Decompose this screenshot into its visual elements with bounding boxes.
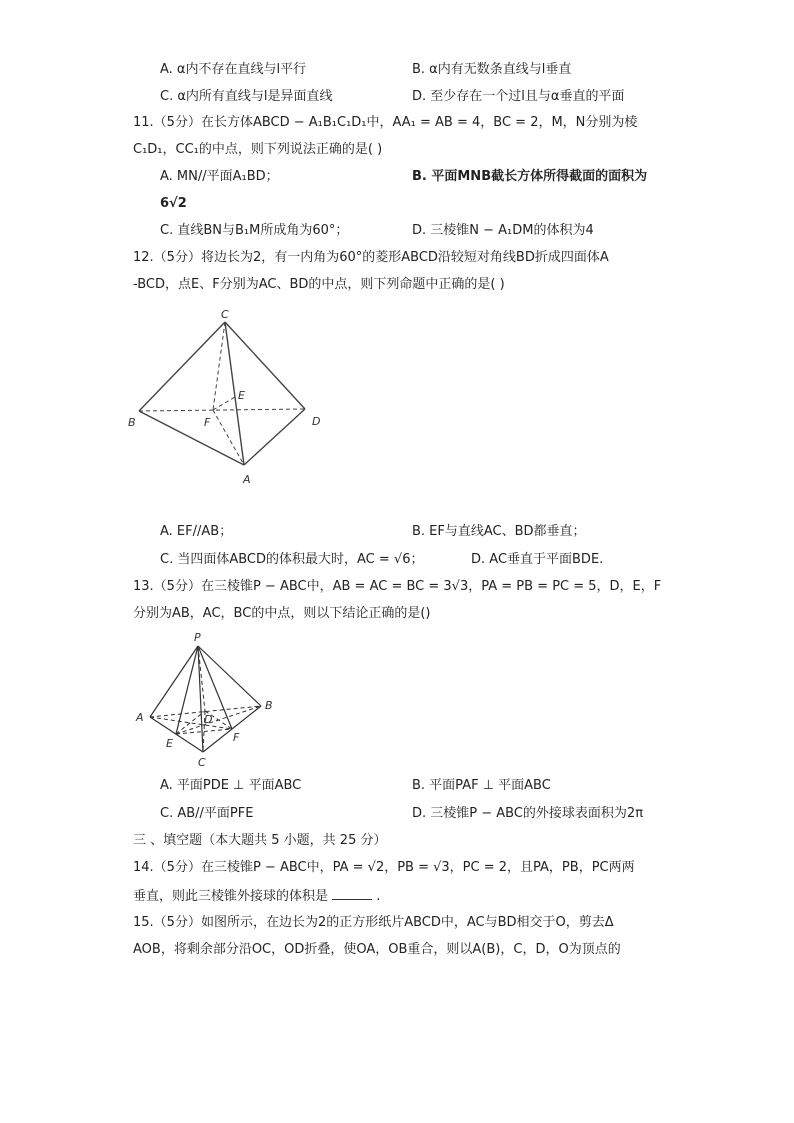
q11-option-b: B. 平面MNB截长方体所得截面的面积为 <box>412 169 648 184</box>
q10-option-a: A. α内不存在直线与l平行 <box>160 62 307 77</box>
q13-option-d: D. 三棱锥P − ABC的外接球表面积为2π <box>412 806 644 821</box>
label-a: A <box>136 711 144 724</box>
label-c: C <box>221 308 229 321</box>
q14-line2 <box>133 887 380 906</box>
q14-line2-end: . <box>376 889 381 904</box>
q15-line1: 15.（5分）如图所示，在边长为2的正方形纸片ABCD中，AC与BD相交于O，剪去Δ <box>133 915 614 930</box>
label-e: E <box>166 737 173 750</box>
label-b: B <box>265 699 273 712</box>
q11-stem-line2: C₁D₁，CC₁的中点，则下列说法正确的是( ) <box>133 142 383 157</box>
edge-cb <box>139 322 225 411</box>
q14-line1: 14.（5分）在三棱锥P − ABC中，PA = √2，PB = √3，PC = 2，且PA，PB，PC两两 <box>133 860 635 875</box>
q10-option-c: C. α内所有直线与l是异面直线 <box>160 89 333 104</box>
q13-pyramid-figure <box>130 628 280 768</box>
q12-stem-line2: -BCD，点E、F分别为AC、BD的中点，则下列命题中正确的是( ) <box>133 277 505 292</box>
label-d: D <box>204 713 213 726</box>
edge-cd <box>225 322 305 409</box>
section-heading: 三 、填空题（本大题共 5 小题，共 25 分） <box>133 833 387 848</box>
edge-pc <box>198 646 203 752</box>
q12-option-d: D. AC垂直于平面BDE. <box>471 552 604 567</box>
q15-line2: AOB，将剩余部分沿OC，OD折叠，使OA，OB重合，则以A(B)，C，D，O为顶点的 <box>133 942 621 957</box>
q11-option-c: C. 直线BN与B₁M所成角为60°； <box>160 223 349 238</box>
label-d: D <box>312 415 321 428</box>
q13-stem-line2: 分别为AB，AC，BC的中点，则以下结论正确的是() <box>133 606 431 621</box>
q12-option-a: A. EF//AB； <box>160 524 233 539</box>
q10-option-d: D. 至少存在一个过l且与α垂直的平面 <box>412 89 625 104</box>
edge-pb <box>198 646 261 706</box>
edge-pa <box>150 646 198 717</box>
segment-cf-hidden <box>213 322 225 410</box>
label-b: B <box>128 416 136 429</box>
q14-answer-blank[interactable] <box>332 887 372 900</box>
q12-tetrahedron-figure <box>125 302 340 497</box>
edge-bd-hidden <box>139 409 305 411</box>
q13-option-a: A. 平面PDE ⊥ 平面ABC <box>160 778 302 793</box>
q12-option-b: B. EF与直线AC、BD都垂直； <box>412 524 586 539</box>
q11-option-a: A. MN//平面A₁BD； <box>160 169 279 184</box>
q14-line2-text: 垂直，则此三棱锥外接球的体积是 <box>133 889 329 904</box>
label-e: E <box>238 389 245 402</box>
segment-af-hidden <box>150 717 232 729</box>
q10-option-b: B. α内有无数条直线与l垂直 <box>412 62 572 77</box>
edge-ac <box>150 717 203 752</box>
label-f: F <box>233 731 240 744</box>
q12-stem-line1: 12.（5分）将边长为2，有一内角为60°的菱形ABCD沿较短对角线BD折成四面体A <box>133 250 609 265</box>
label-f: F <box>204 416 211 429</box>
edge-da <box>244 409 305 465</box>
q11-option-d: D. 三棱锥N − A₁DM的体积为4 <box>412 223 594 238</box>
segment-fe-hidden <box>213 397 235 410</box>
label-a: A <box>243 473 251 486</box>
label-p: P <box>194 631 201 644</box>
q11-option-b-value: 6√2 <box>160 196 187 211</box>
q11-stem-line1: 11.（5分）在长方体ABCD − A₁B₁C₁D₁中，AA₁ = AB = 4，BC = 2，M，N分别为棱 <box>133 115 638 130</box>
q13-stem-line1: 13.（5分）在三棱锥P − ABC中，AB = AC = BC = 3√3，PA = PB = PC = 5，D，E，F <box>133 579 662 594</box>
q12-option-c: C. 当四面体ABCD的体积最大时，AC = √6； <box>160 552 424 567</box>
label-c: C <box>198 756 206 768</box>
q13-option-c: C. AB//平面PFE <box>160 806 254 821</box>
q13-option-b: B. 平面PAF ⊥ 平面ABC <box>412 778 551 793</box>
